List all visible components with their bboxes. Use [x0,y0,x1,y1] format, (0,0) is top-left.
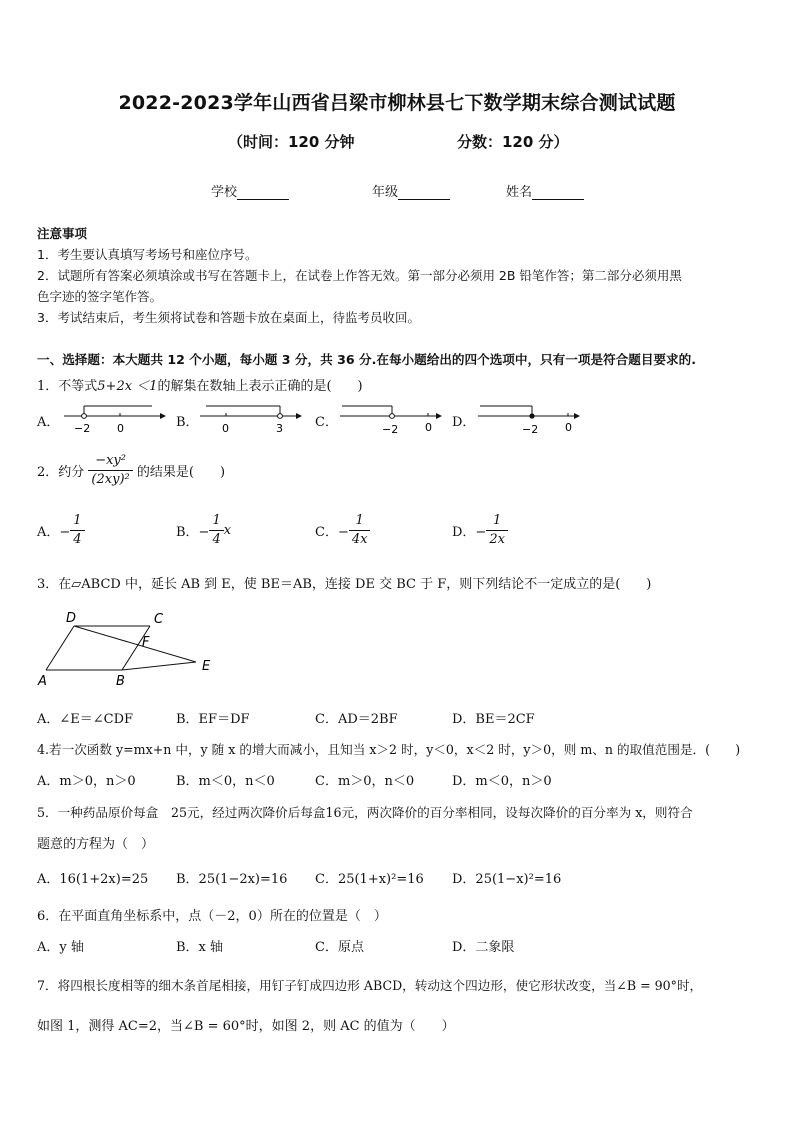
q5-option-c: C．25(1+x)²=16 [315,872,424,887]
school-label: 学校 [211,185,238,200]
grade-label: 年级 [372,185,399,200]
question-2-stem [37,452,225,489]
q1-b-label-0: 0 [222,422,229,435]
notice-item: 2．试题所有答案必须填涂或书写在答题卡上，在试卷上作答无效。第一部分必须用 2B 铅笔作答；第二部分必须用黑 [37,268,682,283]
q2-stem-pre: 2．约分 [37,465,85,480]
q3-vertex-e: E [202,659,211,674]
q5-option-a: A．16(1+2x)=25 [37,872,149,887]
q6-option-b: B．x 轴 [176,940,224,955]
q1-a-label-neg2: −2 [74,422,91,435]
q2-option-d: D．− $\frac{1}{2x}$ [452,512,508,549]
q1-d-label-0: 0 [565,421,572,434]
q2-numerator: −xy² [88,452,132,471]
question-3-stem: 3．在▱ABCD 中，延长 AB 到 E，使 BE＝AB，连接 DE 交 BC 于 F，则下列结论不一定成立的是( ) [37,577,652,592]
q1-option-d-numberline [474,398,586,440]
notice-heading: 注意事项 [37,226,88,241]
q2-option-c: C．− $\frac{1}{4x}$ [315,512,370,549]
q1-option-c-numberline [336,398,448,440]
q1-option-b-label: B． [176,415,199,430]
notice-item: 色字迹的签字笔作答。 [37,289,163,304]
q1-option-a-label: A． [37,415,60,430]
q1-option-a-numberline [60,398,170,440]
q5-option-b: B．25(1−2x)=16 [176,872,288,887]
q6-option-d: D．二象限 [452,940,515,955]
q6-option-c: C．原点 [315,940,364,955]
q1-inequality: 5+2x ＜1 [97,379,158,394]
question-1-stem [37,375,363,394]
q6-option-a: A．y 轴 [37,940,84,955]
q2-stem-post: 的结果是( ) [136,465,226,480]
q5-option-d: D．25(1−x)²=16 [452,872,562,887]
q2-fraction [88,452,132,489]
question-4-stem: 4.若一次函数 y=mx+n 中，y 随 x 的增大而减小，且知当 x＞2 时，y＜0，x＜2 时，y＞0，则 m、n 的取值范围是．( ) [37,742,741,757]
q2-option-b: B．− $\frac{1}{4}$ x [176,513,232,547]
page-title: 2022-2023学年山西省吕梁市柳林县七下数学期末综合测试试题 [118,92,676,114]
q3-vertex-a: A [38,674,47,689]
name-field [506,181,584,200]
q2-option-a: A．− $\frac{1}{4}$ [37,512,85,549]
school-field [211,181,289,200]
q3-vertex-c: C [154,612,164,627]
q3-option-c: C．AD＝2BF [315,712,398,727]
q3-option-b: B．EF＝DF [176,712,250,727]
q4-option-d: D．m＜0，n＞0 [452,774,552,789]
q3-vertex-f: F [142,635,150,650]
q1-c-label-0: 0 [425,421,432,434]
q2-denominator: (2xy)² [91,472,130,487]
section-heading: 一、选择题：本大题共 12 个小题，每小题 3 分，共 36 分.在每小题给出的四个选项中，只有一项是符合题目要求的. [37,352,697,367]
question-7-stem-line1: 7．将四根长度相等的细木条首尾相接，用钉子钉成四边形 ABCD，转动这个四边形，使它形状改变，当∠B = 90°时， [37,978,703,993]
question-7-stem-line2: 如图 1，测得 AC=2，当∠B = 60°时，如图 2，则 AC 的值为（ ） [37,1019,455,1034]
question-6-stem: 6．在平面直角坐标系中，点（－2，0）所在的位置是（ ） [37,909,387,924]
q3-option-a: A．∠E＝∠CDF [37,712,134,727]
notice-item: 3．考试结束后，考生须将试卷和答题卡放在桌面上，待监考员收回。 [37,310,420,325]
q3-parallelogram-figure [34,608,224,690]
exam-score: 分数：120 分） [457,133,569,151]
q4-option-b: B．m＜0，n＜0 [176,774,275,789]
q1-option-c-label: C． [315,415,338,430]
school-blank [237,185,289,200]
q1-option-b-numberline [196,398,308,440]
q1-a-label-0: 0 [117,422,124,435]
grade-blank [398,185,450,200]
q3-option-d: D．BE＝2CF [452,712,535,727]
q1-b-label-3: 3 [276,422,283,435]
q4-option-a: A．m＞0，n＞0 [37,774,136,789]
q1-c-label-neg2: −2 [382,423,399,436]
q3-vertex-d: D [66,611,77,626]
q4-option-c: C．m＞0，n＜0 [315,774,415,789]
question-5-stem-line2: 题意的方程为（ ） [37,837,155,852]
q1-stem-post: 的解集在数轴上表示正确的是( ) [157,379,363,394]
q1-d-label-neg2: −2 [522,423,539,436]
q3-vertex-b: B [116,674,125,689]
name-label: 姓名 [506,185,533,200]
question-5-stem-line1: 5．一种药品原价每盒 25元，经过两次降价后每盒16元，两次降价的百分率相同，设每次降价的百分率为 x，则符合 [37,805,693,820]
notice-item: 1．考生要认真填写考场号和座位序号。 [37,247,258,262]
q1-option-d-label: D． [452,415,476,430]
exam-time: （时间：120 分钟 [228,133,355,151]
q1-stem-pre: 1．不等式 [37,379,98,394]
name-blank [532,185,584,200]
grade-field [372,181,450,200]
